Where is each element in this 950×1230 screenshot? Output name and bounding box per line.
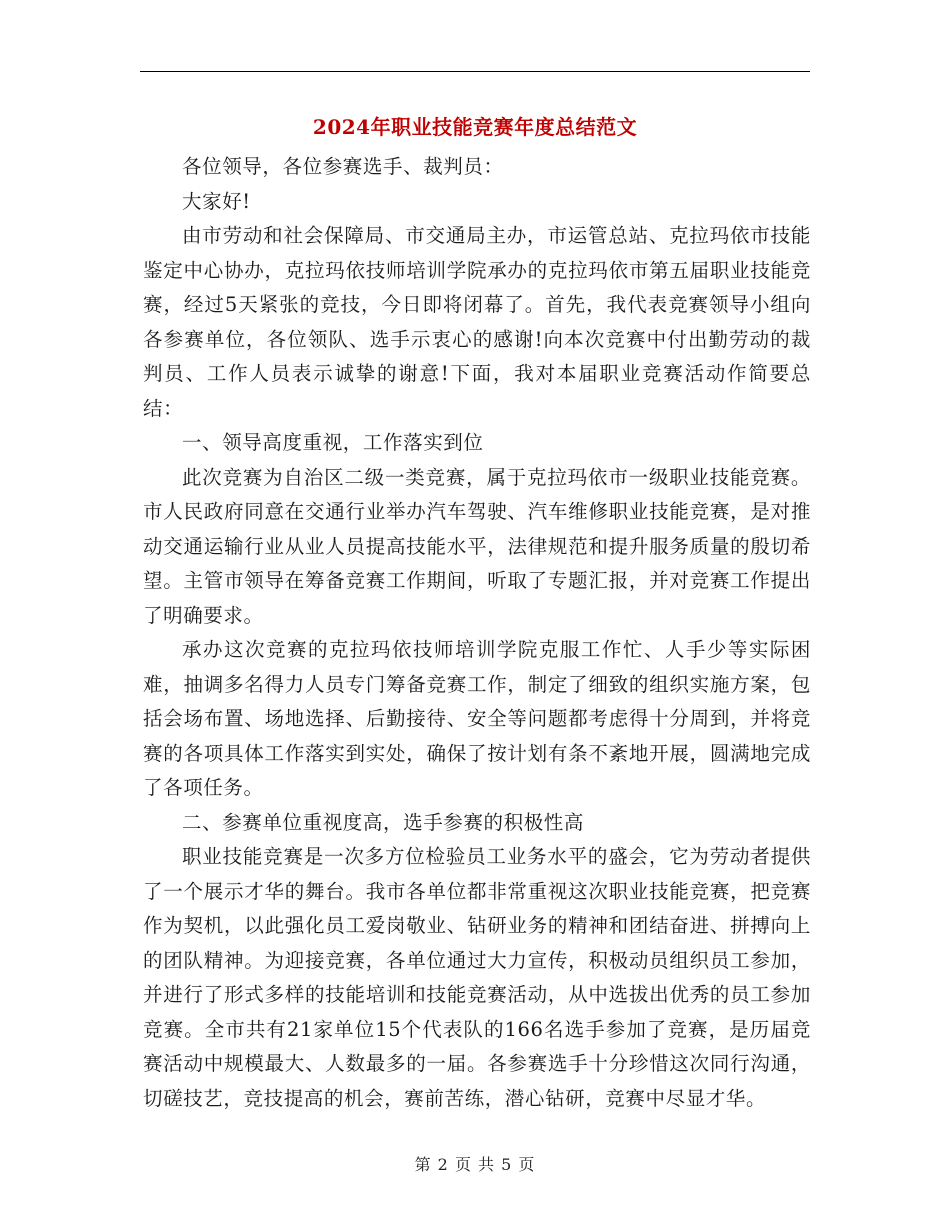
paragraph-section-1a: 此次竞赛为自治区二级一类竞赛，属于克拉玛依市一级职业技能竞赛。市人民政府同意在交通行业举办汽车驾驶、汽车维修职业技能竞赛，是对推动交通运输行业从业人员提高技能水平，法律规范和提升服务质量的殷切希望。主管市领导在筹备竞赛工作期间，听取了专题汇报，并对竞赛工作提出了明确要求。 bbox=[143, 465, 811, 627]
section-heading-1: 一、领导高度重视，工作落实到位 bbox=[182, 431, 484, 454]
document-title: 2024年职业技能竞赛年度总结范文 bbox=[312, 115, 638, 139]
paragraph-salutation: 各位领导，各位参赛选手、裁判员： bbox=[182, 155, 504, 178]
page-number-footer: 第 2 页 共 5 页 bbox=[414, 1155, 536, 1174]
header-rule bbox=[140, 71, 810, 72]
paragraph-section-2: 职业技能竞赛是一次多方位检验员工业务水平的盛会，它为劳动者提供了一个展示才华的舞台。我市各单位都非常重视这次职业技能竞赛，把竞赛作为契机，以此强化员工爱岗敬业、钻研业务的精神和团结奋进、拼搏向上的团队精神。为迎接竞赛，各单位通过大力宣传，积极动员组织员工参加，并进行了形式多样的技能培训和技能竞赛活动，从中选拔出优秀的员工参加竞赛。全市共有21家单位15个代表队的166名选手参加了竞赛，是历届竞赛活动中规模最大、人数最多的一届。各参赛选手十分珍惜这次同行沟通，切磋技艺，竞技提高的机会，赛前苦练，潜心钻研，竞赛中尽显才华。 bbox=[143, 845, 811, 1110]
paragraph-greeting: 大家好! bbox=[182, 189, 251, 213]
paragraph-section-1b: 承办这次竞赛的克拉玛依技师培训学院克服工作忙、人手少等实际困难，抽调多名得力人员专门筹备竞赛工作，制定了细致的组织实施方案，包括会场布置、场地选择、后勤接待、安全等问题都考虑得十分周到，并将竞赛的各项具体工作落实到实处，确保了按计划有条不紊地开展，圆满地完成了各项任务。 bbox=[143, 638, 811, 799]
section-heading-2: 二、参赛单位重视度高，选手参赛的积极性高 bbox=[182, 810, 585, 834]
paragraph-intro: 由市劳动和社会保障局、市交通局主办，市运管总站、克拉玛依市技能鉴定中心协办，克拉玛依技师培训学院承办的克拉玛依市第五届职业技能竞赛，经过5天紧张的竞技，今日即将闭幕了。首先，我代表竞赛领导小组向各参赛单位，各位领队、选手示衷心的感谢!向本次竞赛中付出勤劳动的裁判员、工作人员表示诚挚的谢意!下面，我对本届职业竞赛活动作简要总结： bbox=[143, 224, 811, 420]
document-body bbox=[143, 150, 811, 1116]
